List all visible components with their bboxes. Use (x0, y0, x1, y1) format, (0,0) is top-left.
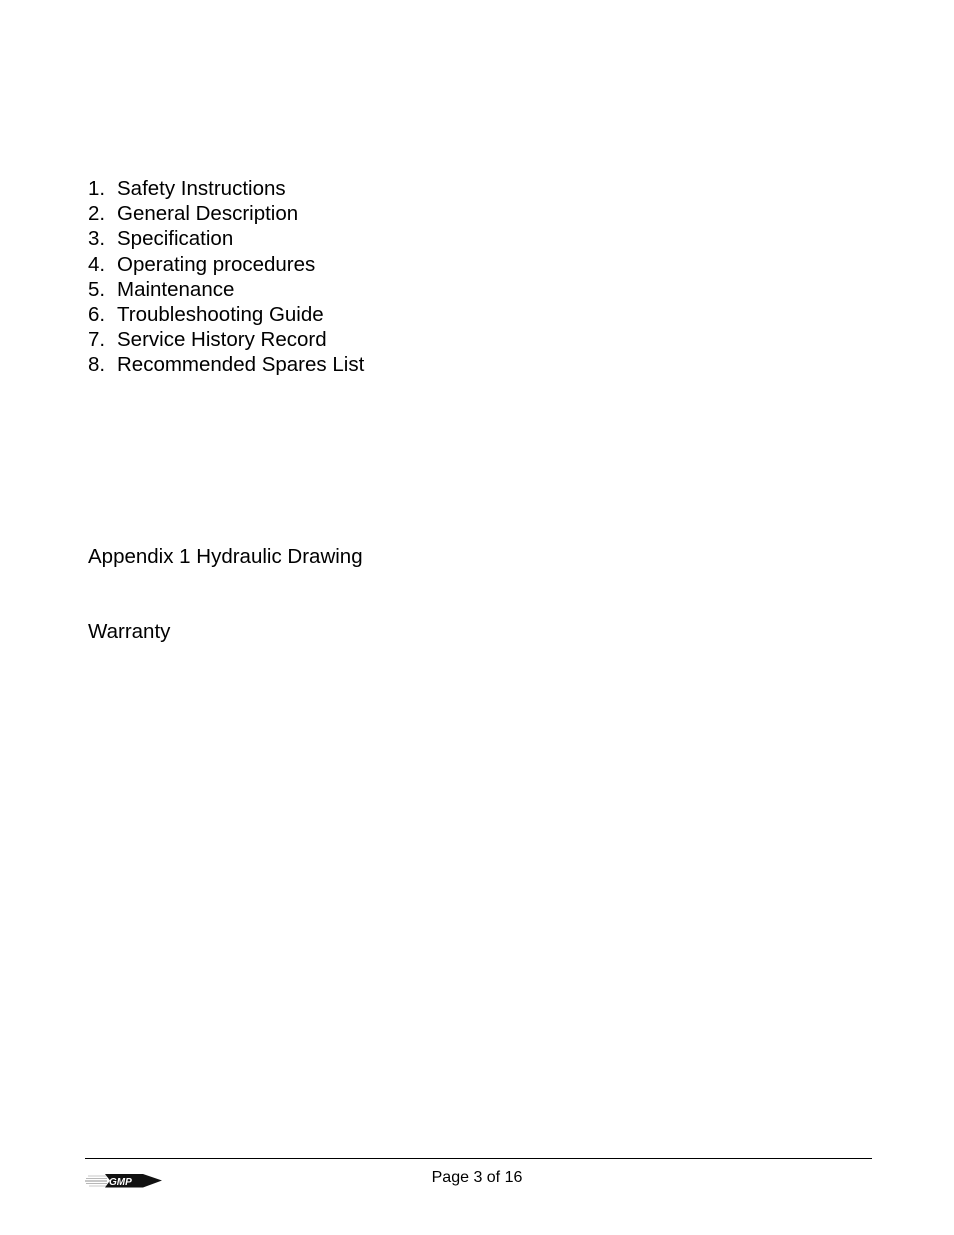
toc-item-label: General Description (117, 202, 299, 226)
toc-item-number: 5. (88, 277, 106, 301)
toc-item (88, 302, 364, 327)
toc-item-number: 1. (88, 177, 106, 200)
toc-item-number: 7. (88, 328, 106, 352)
toc-item-number: 4. (88, 252, 106, 276)
toc-item-number: 8. (88, 353, 106, 377)
appendix-heading: Appendix 1 Hydraulic Drawing (88, 545, 363, 568)
toc-item-label: Service History Record (117, 328, 327, 352)
toc-item-label: Operating procedures (117, 252, 316, 276)
toc-item-number: 2. (88, 202, 106, 226)
toc-item-label: Recommended Spares List (117, 353, 365, 377)
toc-item-label: Safety Instructions (117, 177, 286, 200)
logo-text: GMP (109, 1177, 132, 1188)
toc-item-number: 6. (88, 302, 106, 326)
toc-item (88, 252, 364, 277)
page-number: Page 3 of 16 (431, 1169, 523, 1186)
toc-item (88, 277, 364, 302)
toc-item (88, 226, 364, 251)
footer-divider (85, 1158, 872, 1159)
toc-item (88, 201, 364, 226)
warranty-heading: Warranty (88, 620, 171, 643)
toc-item (88, 176, 364, 201)
toc-item-label: Maintenance (117, 277, 235, 301)
toc-item (88, 327, 364, 352)
toc-item-label: Troubleshooting Guide (117, 302, 324, 326)
toc-item (88, 352, 364, 377)
table-of-contents (88, 176, 364, 378)
toc-item-number: 3. (88, 227, 106, 251)
toc-item-label: Specification (117, 227, 234, 251)
